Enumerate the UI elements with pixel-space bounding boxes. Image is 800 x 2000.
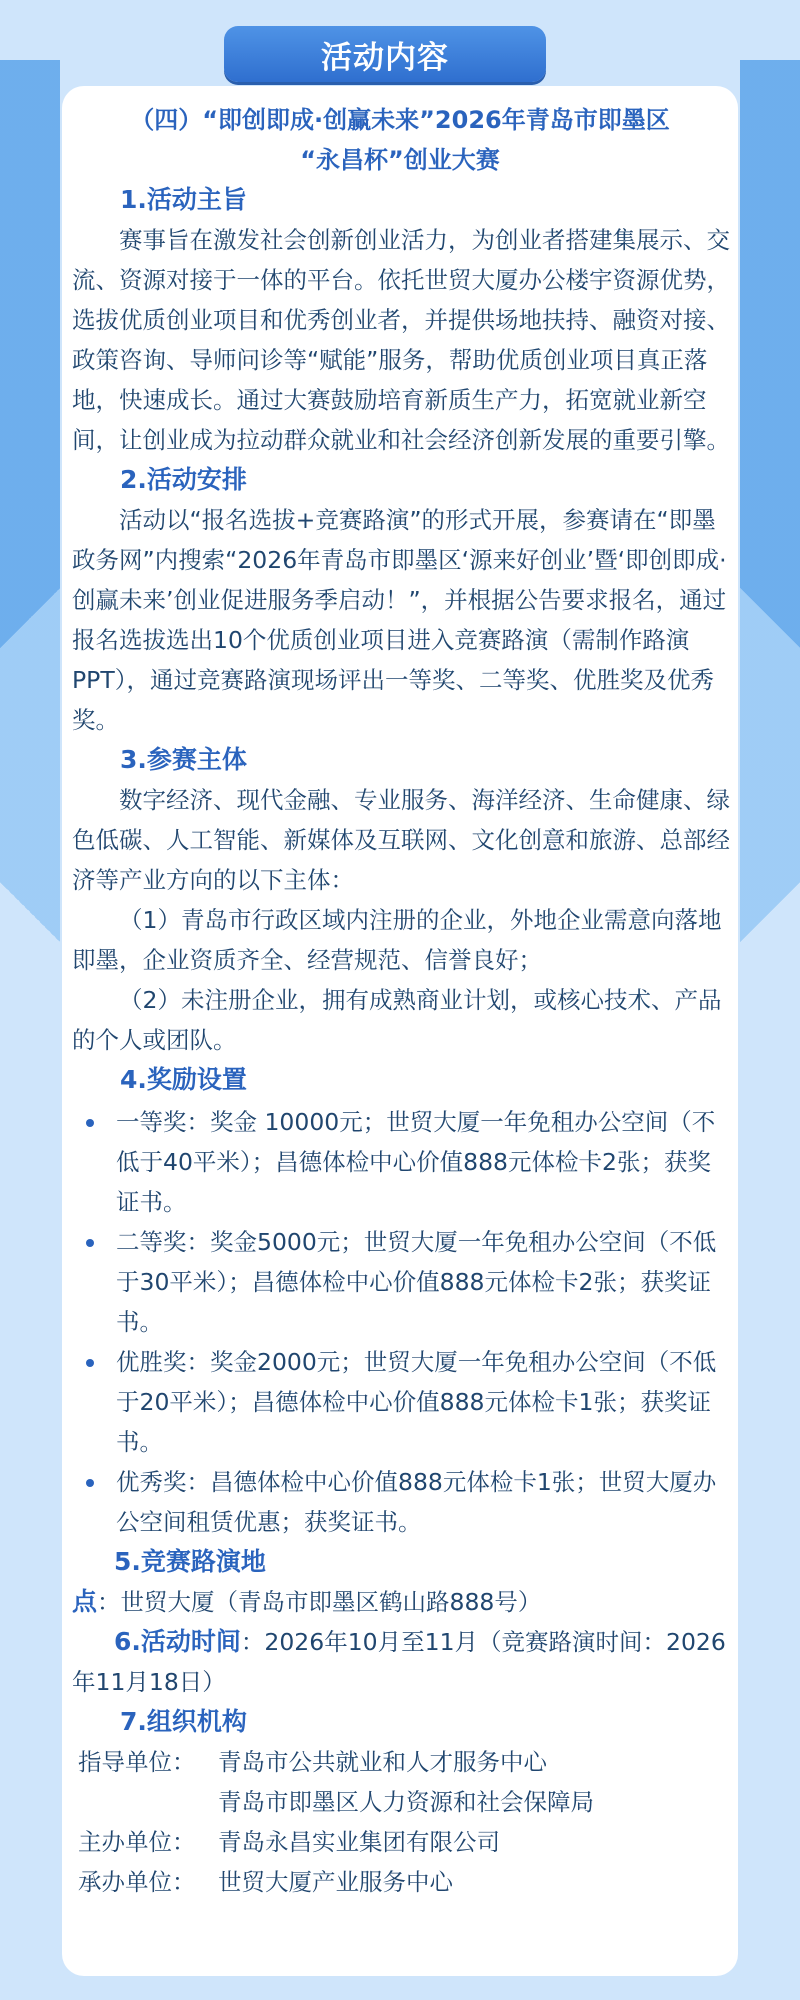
section-venue-text: ：世贸大厦（青岛市即墨区鹤山路888号） [97,1588,542,1616]
org-guide-label: 指导单位： [78,1748,196,1776]
award-item-excellence [68,1462,732,1542]
title-banner [224,26,546,82]
section-time [68,1622,732,1702]
section-purpose-title: 1.活动主旨 [120,185,247,214]
bullet-dot-icon [86,1239,94,1247]
section-time-text: ：2026年10月至11月（竞赛路演时间：2026年11月18日） [72,1628,726,1696]
participant-item-2: （2）未注册企业，拥有成熟商业计划，或核心技术、产品的个人或团队。 [72,986,722,1054]
awards-list [68,1100,732,1542]
section-participants-text: 数字经济、现代金融、专业服务、海洋经济、生命健康、绿色低碳、人工智能、新媒体及互联网、文化创意和旅游、总部经济等产业方向的以下主体： [72,786,730,894]
org-row-host [78,1822,732,1862]
award-text: 一等奖：奖金 10000元；世贸大厦一年免租办公空间（不低于40平米）；昌德体检中心价值888元体检卡2张；获奖证书。 [116,1108,716,1216]
org-host: 青岛永昌实业集团有限公司 [218,1828,500,1856]
award-item-second [68,1222,732,1342]
org-row-guide [78,1742,732,1822]
section-organization-title: 7.组织机构 [120,1707,247,1736]
event-heading [68,100,732,180]
bullet-dot-icon [86,1359,94,1367]
bullet-dot-icon [86,1119,94,1127]
section-arrangement-text: 活动以“报名选拔+竞赛路演”的形式开展，参赛请在“即墨政务网”内搜索“2026年青岛市即墨区‘源来好创业’暨‘即创即成·创赢未来’创业促进服务季启动！”，并根据公告要求报名，通过报名选拔选出10个优质创业项目进入竞赛路演（需制作路演PPT），通过竞赛路演现场评出一等奖、二等奖、优胜奖及优秀奖。 [72,506,727,734]
org-guide-1: 青岛市公共就业和人才服务中心 [218,1748,547,1776]
organization-list [68,1742,732,1902]
background-decoration-left [0,60,60,1960]
section-participants-title: 3.参赛主体 [120,745,247,774]
banner-title: 活动内容 [321,39,449,76]
org-host-label: 主办单位： [78,1828,196,1856]
background-decoration-right [740,60,800,1960]
award-text: 二等奖：奖金5000元；世贸大厦一年免租办公空间（不低于30平米）；昌德体检中心价值888元体检卡2张；获奖证书。 [116,1228,717,1336]
event-heading-line2: “永昌杯”创业大赛 [300,146,500,174]
org-organizer: 世贸大厦产业服务中心 [218,1868,453,1896]
org-organizer-label: 承办单位： [78,1868,196,1896]
section-purpose-text: 赛事旨在激发社会创新创业活力，为创业者搭建集展示、交流、资源对接于一体的平台。依托世贸大厦办公楼宇资源优势，选拔优质创业项目和优秀创业者，并提供场地扶持、融资对接、政策咨询、导师问诊等“赋能”服务，帮助优质创业项目真正落地，快速成长。通过大赛鼓励培育新质生产力，拓宽就业新空间，让创业成为拉动群众就业和社会经济创新发展的重要引擎。 [72,226,730,454]
section-venue [68,1542,732,1622]
section-venue-label: 5.竞赛路演地点 [72,1547,266,1616]
org-row-organizer [78,1862,732,1902]
award-text: 优秀奖：昌德体检中心价值888元体检卡1张；世贸大厦办公空间租赁优惠；获奖证书。 [116,1468,717,1536]
event-heading-line1: （四）“即创即成·创赢未来”2026年青岛市即墨区 [130,106,670,134]
section-awards-title: 4.奖励设置 [120,1065,247,1094]
award-text: 优胜奖：奖金2000元；世贸大厦一年免租办公空间（不低于20平米）；昌德体检中心价值888元体检卡1张；获奖证书。 [116,1348,717,1456]
bullet-dot-icon [86,1479,94,1487]
section-arrangement-title: 2.活动安排 [120,465,247,494]
award-item-merit [68,1342,732,1462]
section-time-label: 6.活动时间 [114,1627,241,1656]
participant-item-1: （1）青岛市行政区域内注册的企业，外地企业需意向落地即墨，企业资质齐全、经营规范、信誉良好； [72,906,722,974]
org-guide-2: 青岛市即墨区人力资源和社会保障局 [218,1788,594,1816]
content-card [62,86,738,1976]
award-item-first [68,1102,732,1222]
